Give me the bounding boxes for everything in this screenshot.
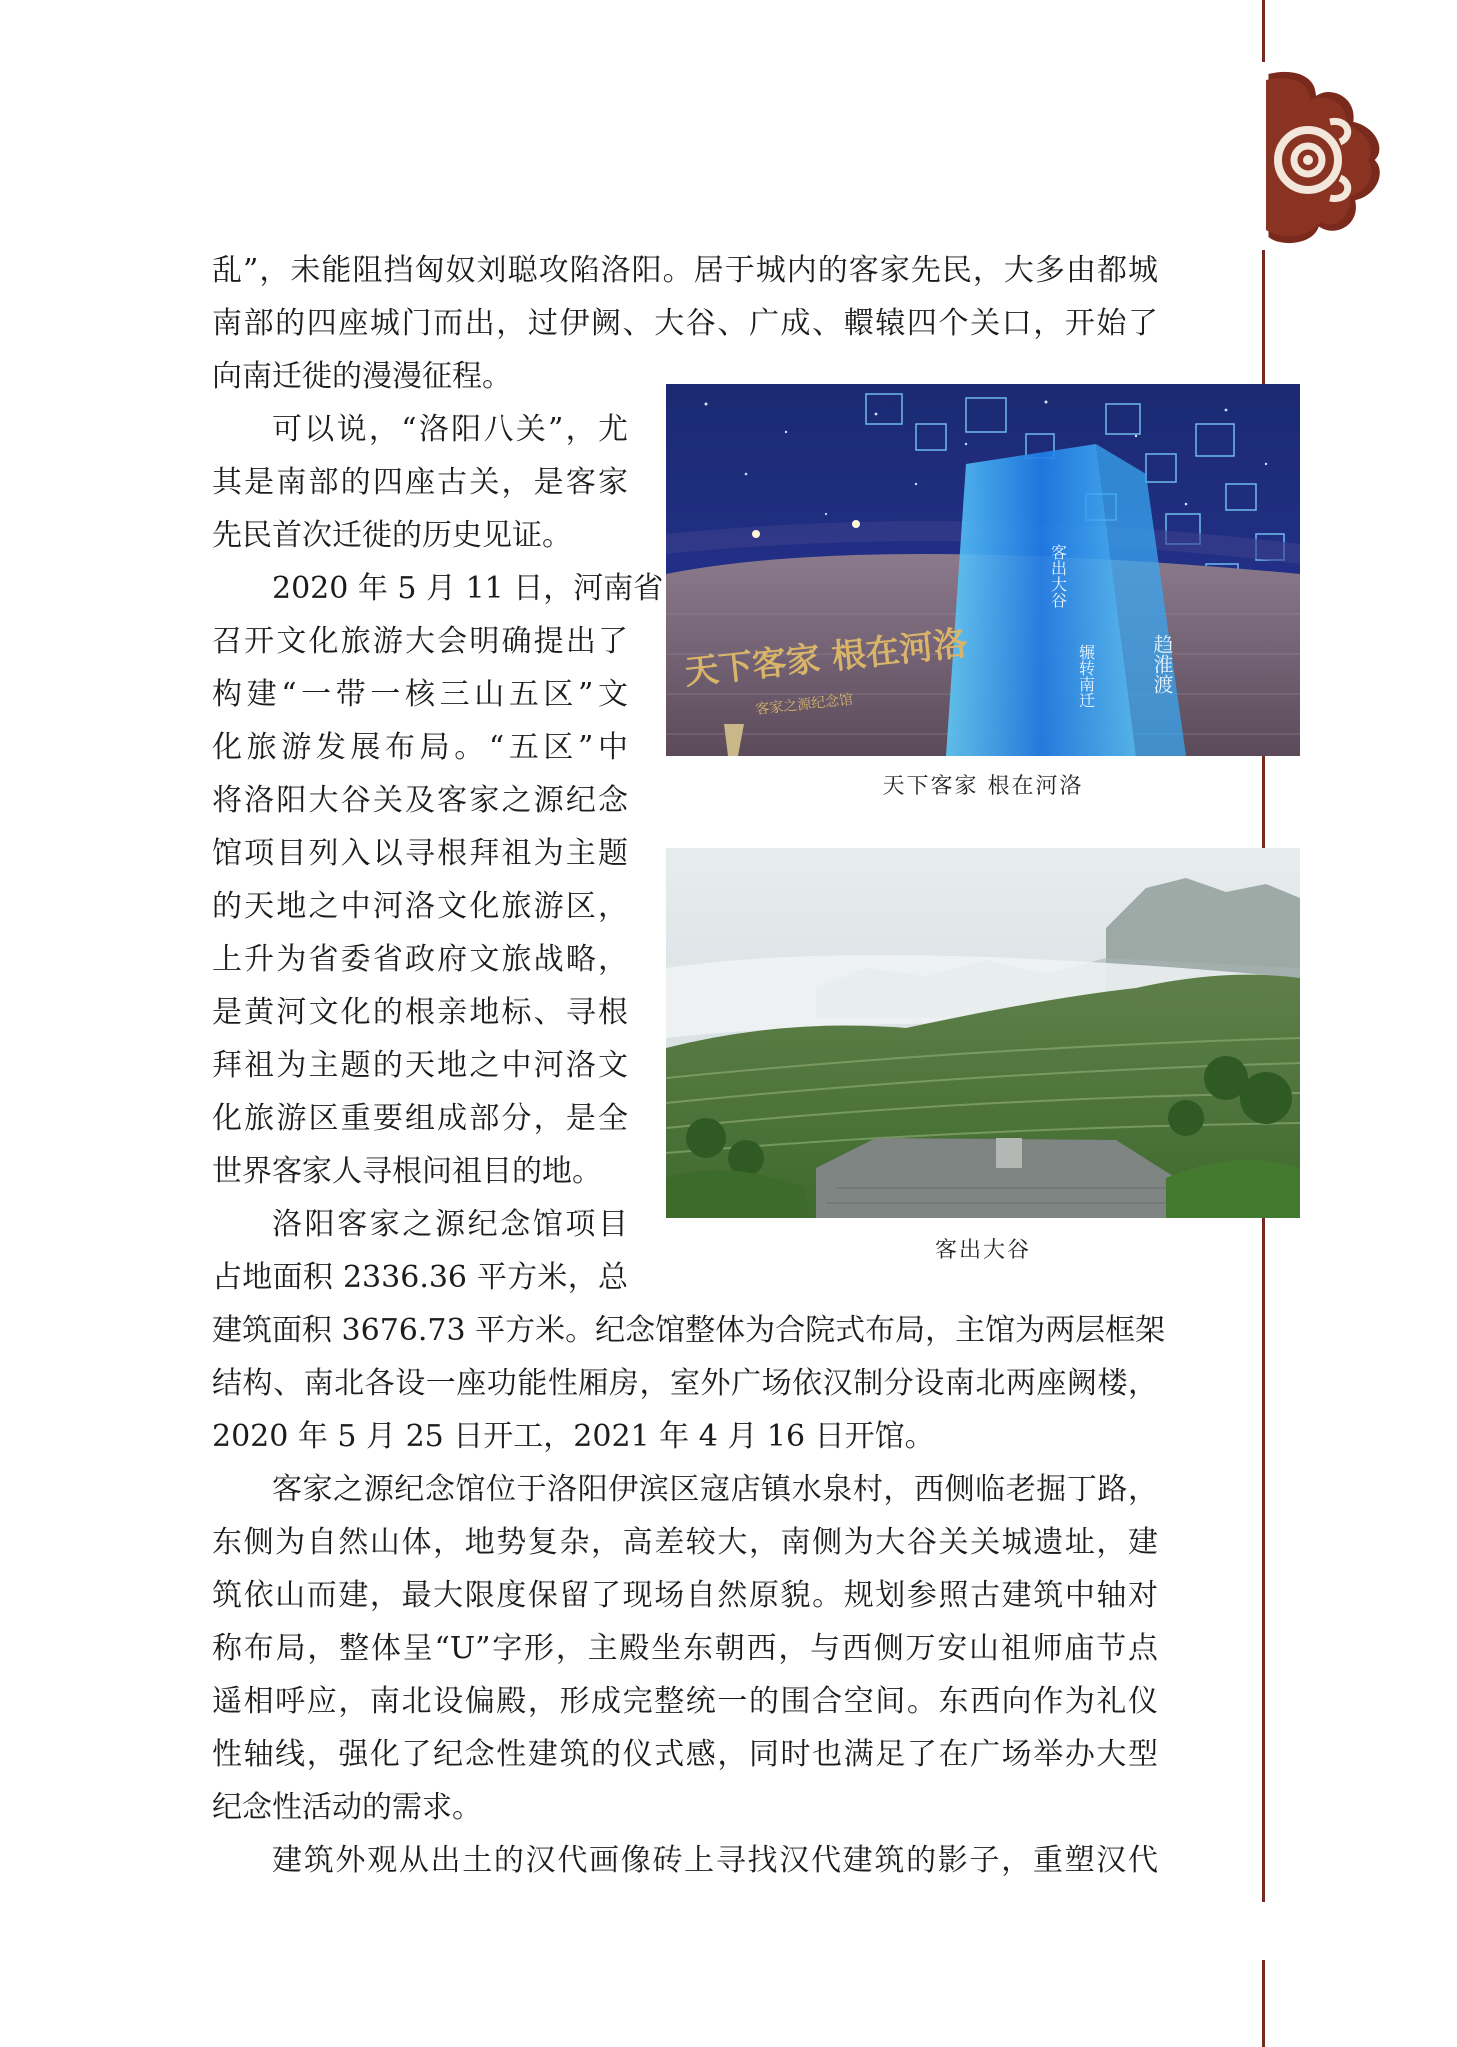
text-line: 召开文化旅游大会明确提出了 (212, 624, 628, 659)
text-line: 称布局，整体呈“U”字形，主殿坐东朝西，与西侧万安山祖师庙节点 (212, 1631, 1158, 1666)
text-line: 的天地之中河洛文化旅游区， (212, 889, 628, 924)
pillar-text: 趋淮渡 (1150, 634, 1174, 694)
text-line: 将洛阳大谷关及客家之源纪念 (212, 783, 628, 818)
text-line: 乱”，未能阻挡匈奴刘聪攻陷洛阳。居于城内的客家先民，大多由都城 (212, 253, 1158, 288)
text-line: 占地面积 2336.36 平方米，总 (212, 1260, 628, 1295)
text-line: 南部的四座城门而出，过伊阙、大谷、广成、轘辕四个关口，开始了 (212, 306, 1158, 341)
text-line: 上升为省委省政府文旅战略， (212, 942, 628, 977)
figure-caption: 客出大谷 (934, 1238, 1031, 1263)
text-line: 东侧为自然山体，地势复杂，高差较大，南侧为大谷关关城遗址，建 (212, 1525, 1158, 1560)
text-line: 纪念性活动的需求。 (212, 1790, 482, 1825)
text-line: 世界客家人寻根问祖目的地。 (212, 1154, 602, 1189)
margin-rule-bottom (1262, 1960, 1265, 2047)
text-line: 拜祖为主题的天地之中河洛文 (212, 1048, 628, 1083)
figure-caption: 天下客家 根在河洛 (882, 774, 1084, 799)
text-line: 洛阳客家之源纪念馆项目 (272, 1207, 628, 1242)
text-line: 结构、南北各设一座功能性厢房，室外广场依汉制分设南北两座阙楼， (212, 1366, 1158, 1401)
text-line: 化旅游发展布局。“五区”中 (212, 730, 628, 765)
text-line: 可以说，“洛阳八关”，尤 (272, 412, 628, 447)
text-line: 是黄河文化的根亲地标、寻根 (212, 995, 628, 1030)
text-line: 馆项目列入以寻根拜祖为主题 (212, 836, 628, 871)
text-line: 遥相呼应，南北设偏殿，形成完整统一的围合空间。东西向作为礼仪 (212, 1684, 1158, 1719)
pillar-text: 客出大谷 (1048, 544, 1068, 608)
text-line: 筑依山而建，最大限度保留了现场自然原貌。规划参照古建筑中轴对 (212, 1578, 1158, 1613)
museum-sign-sub: 客家之源纪念馆 (754, 691, 854, 718)
pillar-text: 辗转南迁 (1076, 644, 1096, 708)
museum-interior-photo (666, 384, 1300, 756)
text-line: 化旅游区重要组成部分，是全 (212, 1101, 628, 1136)
mountain-photo (666, 848, 1300, 1218)
text-line: 客家之源纪念馆位于洛阳伊滨区寇店镇水泉村，西侧临老掘丁路， (272, 1472, 1158, 1507)
text-line: 建筑面积 3676.73 平方米。纪念馆整体为合院式布局，主馆为两层框架 (212, 1313, 1166, 1348)
text-line: 向南迁徙的漫漫征程。 (212, 359, 512, 394)
text-line: 2020 年 5 月 11 日，河南省 (272, 571, 664, 606)
text-line: 其是南部的四座古关，是客家 (212, 465, 628, 500)
text-line: 2020 年 5 月 25 日开工，2021 年 4 月 16 日开馆。 (212, 1419, 935, 1454)
text-line: 性轴线，强化了纪念性建筑的仪式感，同时也满足了在广场举办大型 (212, 1737, 1158, 1772)
auspicious-cloud-icon (1238, 62, 1390, 250)
text-line: 建筑外观从出土的汉代画像砖上寻找汉代建筑的影子，重塑汉代 (272, 1843, 1158, 1878)
text-line: 构建“一带一核三山五区”文 (212, 677, 628, 712)
museum-sign: 天下客家 根在河洛 (682, 623, 970, 693)
text-line: 先民首次迁徙的历史见证。 (212, 518, 572, 553)
margin-rule-top (1262, 0, 1265, 62)
